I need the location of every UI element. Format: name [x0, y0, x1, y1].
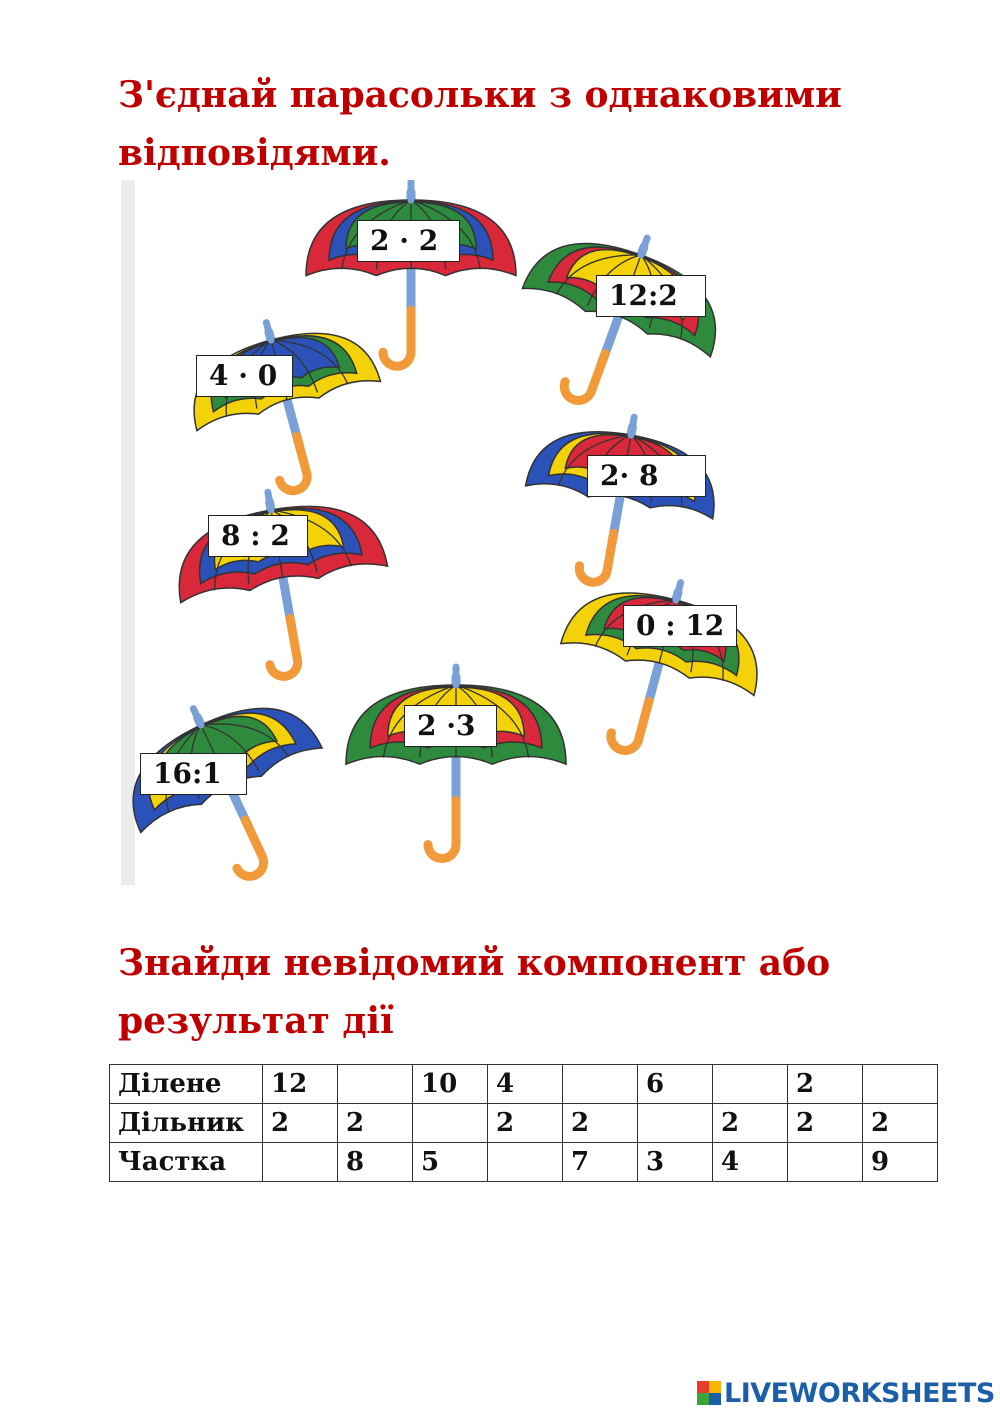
row-label: Ділене [110, 1065, 263, 1104]
table-cell[interactable] [263, 1143, 338, 1182]
umbrella-label-2[interactable]: 12:2 [596, 275, 706, 317]
umbrella-2 [493, 204, 741, 439]
umbrella-3 [175, 298, 402, 511]
table-cell[interactable]: 2 [263, 1104, 338, 1143]
umbrella-label-6[interactable]: 0 : 12 [623, 605, 737, 647]
table-cell[interactable] [863, 1065, 938, 1104]
table-cell[interactable]: 5 [413, 1143, 488, 1182]
heading-find-unknown: Знайди невідомий компонент або результат дії [118, 942, 831, 1042]
table-cell[interactable]: 2 [863, 1104, 938, 1143]
table-cell[interactable]: 2 [788, 1065, 863, 1104]
table-cell[interactable] [563, 1065, 638, 1104]
table-cell[interactable] [338, 1065, 413, 1104]
logo-icon [697, 1381, 721, 1405]
heading-connect-umbrellas: З'єднай парасольки з однаковими відповідями. [118, 74, 842, 174]
table-cell[interactable]: 2 [338, 1104, 413, 1143]
table-cell[interactable]: 3 [638, 1143, 713, 1182]
row-label: Частка [110, 1143, 263, 1182]
table-cell[interactable]: 4 [713, 1143, 788, 1182]
row-label: Дільник [110, 1104, 263, 1143]
umbrella-label-7[interactable]: 2 ·3 [404, 705, 497, 747]
table-cell[interactable]: 6 [638, 1065, 713, 1104]
table-cell[interactable] [638, 1104, 713, 1143]
umbrella-6 [538, 557, 777, 780]
table-cell[interactable] [713, 1065, 788, 1104]
umbrella-label-5[interactable]: 8 : 2 [208, 515, 308, 557]
liveworksheets-logo [697, 1377, 995, 1409]
logo-wordmark: LIVEWORKSHEETS [724, 1377, 995, 1409]
umbrella-7 [346, 667, 566, 859]
table-cell[interactable]: 10 [413, 1065, 488, 1104]
umbrella-label-8[interactable]: 16:1 [140, 753, 247, 795]
table-cell[interactable]: 2 [563, 1104, 638, 1143]
table-cell[interactable]: 7 [563, 1143, 638, 1182]
table-row-divisor [110, 1104, 938, 1143]
division-table [109, 1064, 938, 1182]
table-cell[interactable]: 12 [263, 1065, 338, 1104]
table-cell[interactable] [413, 1104, 488, 1143]
table-cell[interactable] [788, 1143, 863, 1182]
umbrella-5 [164, 474, 403, 692]
table-row-dividend [110, 1065, 938, 1104]
umbrella-label-4[interactable]: 2· 8 [587, 455, 706, 497]
umbrella-label-3[interactable]: 4 · 0 [196, 355, 293, 397]
table-cell[interactable]: 2 [713, 1104, 788, 1143]
table-row-quotient [110, 1143, 938, 1182]
umbrella-label-1[interactable]: 2 · 2 [357, 220, 460, 262]
table-cell[interactable]: 8 [338, 1143, 413, 1182]
table-cell[interactable]: 4 [488, 1065, 563, 1104]
table-cell[interactable]: 2 [488, 1104, 563, 1143]
table-cell[interactable]: 2 [788, 1104, 863, 1143]
table-cell[interactable] [488, 1143, 563, 1182]
table-cell[interactable]: 9 [863, 1143, 938, 1182]
umbrella-4 [511, 401, 728, 601]
